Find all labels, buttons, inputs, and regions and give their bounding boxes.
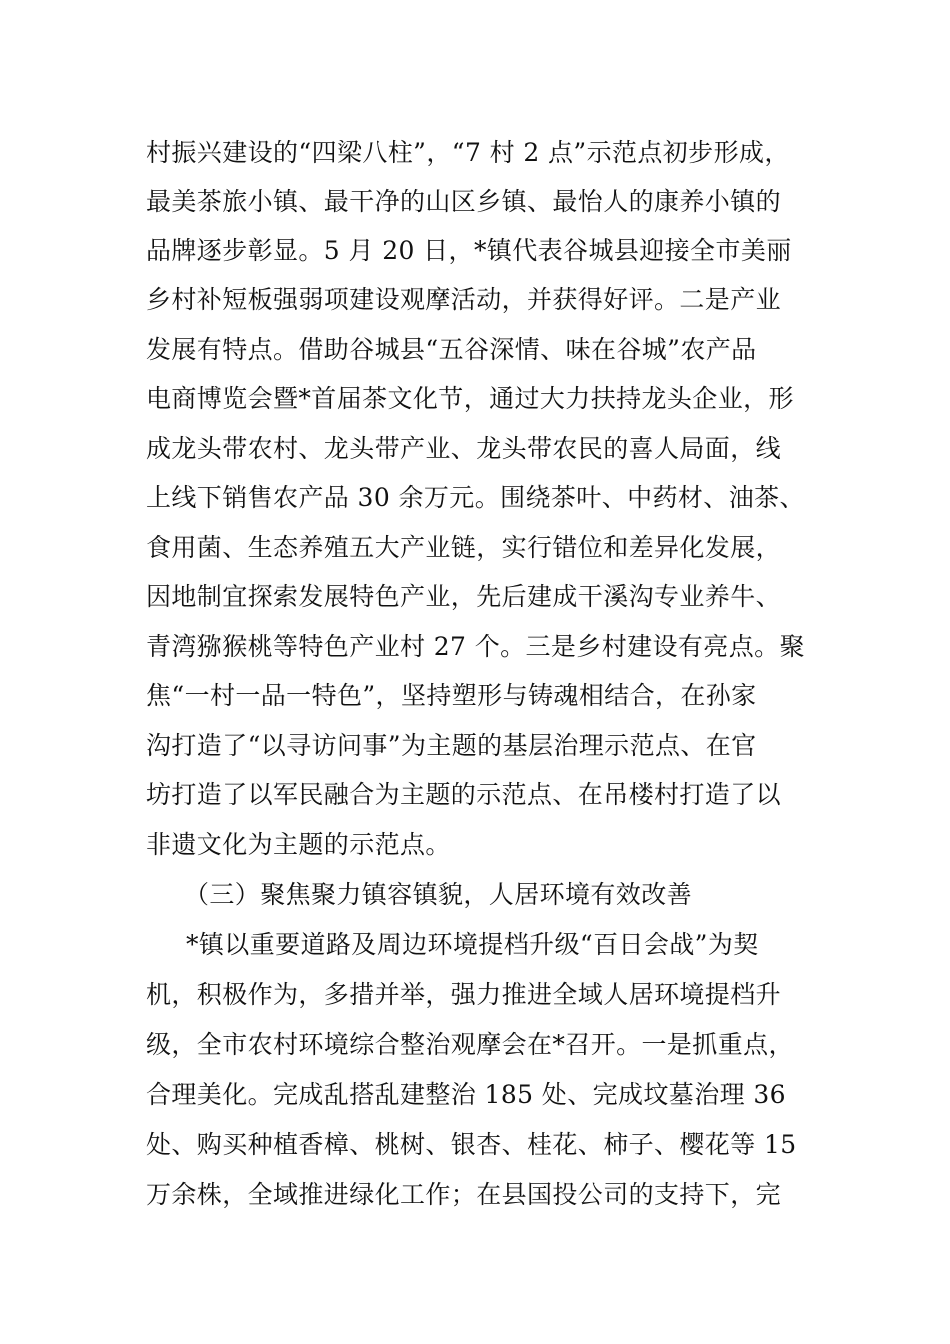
body-text-line: 电商博览会暨*首届茶文化节，通过大力扶持龙头企业，形 [146, 384, 794, 413]
body-text-line: 焦“一村一品一特色”，坚持塑形与铸魂相结合，在孙家 [146, 681, 757, 710]
body-text-line: 乡村补短板强弱项建设观摩活动，并获得好评。二是产业 [146, 285, 782, 314]
body-text-line: 上线下销售农产品 30 余万元。围绕茶叶、中药材、油茶、 [146, 483, 805, 512]
body-text-line: 沟打造了“以寻访问事”为主题的基层治理示范点、在官 [146, 731, 757, 760]
body-text-line: 万余株，全域推进绿化工作；在县国投公司的支持下，完 [146, 1180, 782, 1209]
section-heading: （三）聚焦聚力镇容镇貌，人居环境有效改善 [184, 880, 693, 909]
body-text-line: 青湾猕猴桃等特色产业村 27 个。三是乡村建设有亮点。聚 [146, 632, 805, 661]
body-text-line: 发展有特点。借助谷城县“五谷深情、味在谷城”农产品 [146, 335, 757, 364]
body-text-line: 处、购买种植香樟、桃树、银杏、桂花、柿子、樱花等 15 [146, 1130, 797, 1159]
body-text-line: 村振兴建设的“四梁八柱”，“7 村 2 点”示范点初步形成， [146, 138, 790, 167]
body-text-line: 机，积极作为，多措并举，强力推进全域人居环境提档升 [146, 980, 782, 1009]
body-text-line: *镇以重要道路及周边环境提档升级“百日会战”为契 [186, 930, 759, 959]
body-text-line: 因地制宜探索发展特色产业，先后建成干溪沟专业养牛、 [146, 582, 782, 611]
body-text-line: 品牌逐步彰显。5 月 20 日，*镇代表谷城县迎接全市美丽 [146, 236, 792, 265]
body-text-line: 成龙头带农村、龙头带产业、龙头带农民的喜人局面，线 [146, 434, 782, 463]
body-text-line: 坊打造了以军民融合为主题的示范点、在吊楼村打造了以 [146, 780, 782, 809]
body-text-line: 级，全市农村环境综合整治观摩会在*召开。一是抓重点， [146, 1030, 794, 1059]
body-text-line: 非遗文化为主题的示范点。 [146, 830, 451, 859]
body-text-line: 最美茶旅小镇、最干净的山区乡镇、最怡人的康养小镇的 [146, 187, 782, 216]
body-text-line: 合理美化。完成乱搭乱建整治 185 处、完成坟墓治理 36 [146, 1080, 786, 1109]
body-text-line: 食用菌、生态养殖五大产业链，实行错位和差异化发展， [146, 533, 782, 562]
